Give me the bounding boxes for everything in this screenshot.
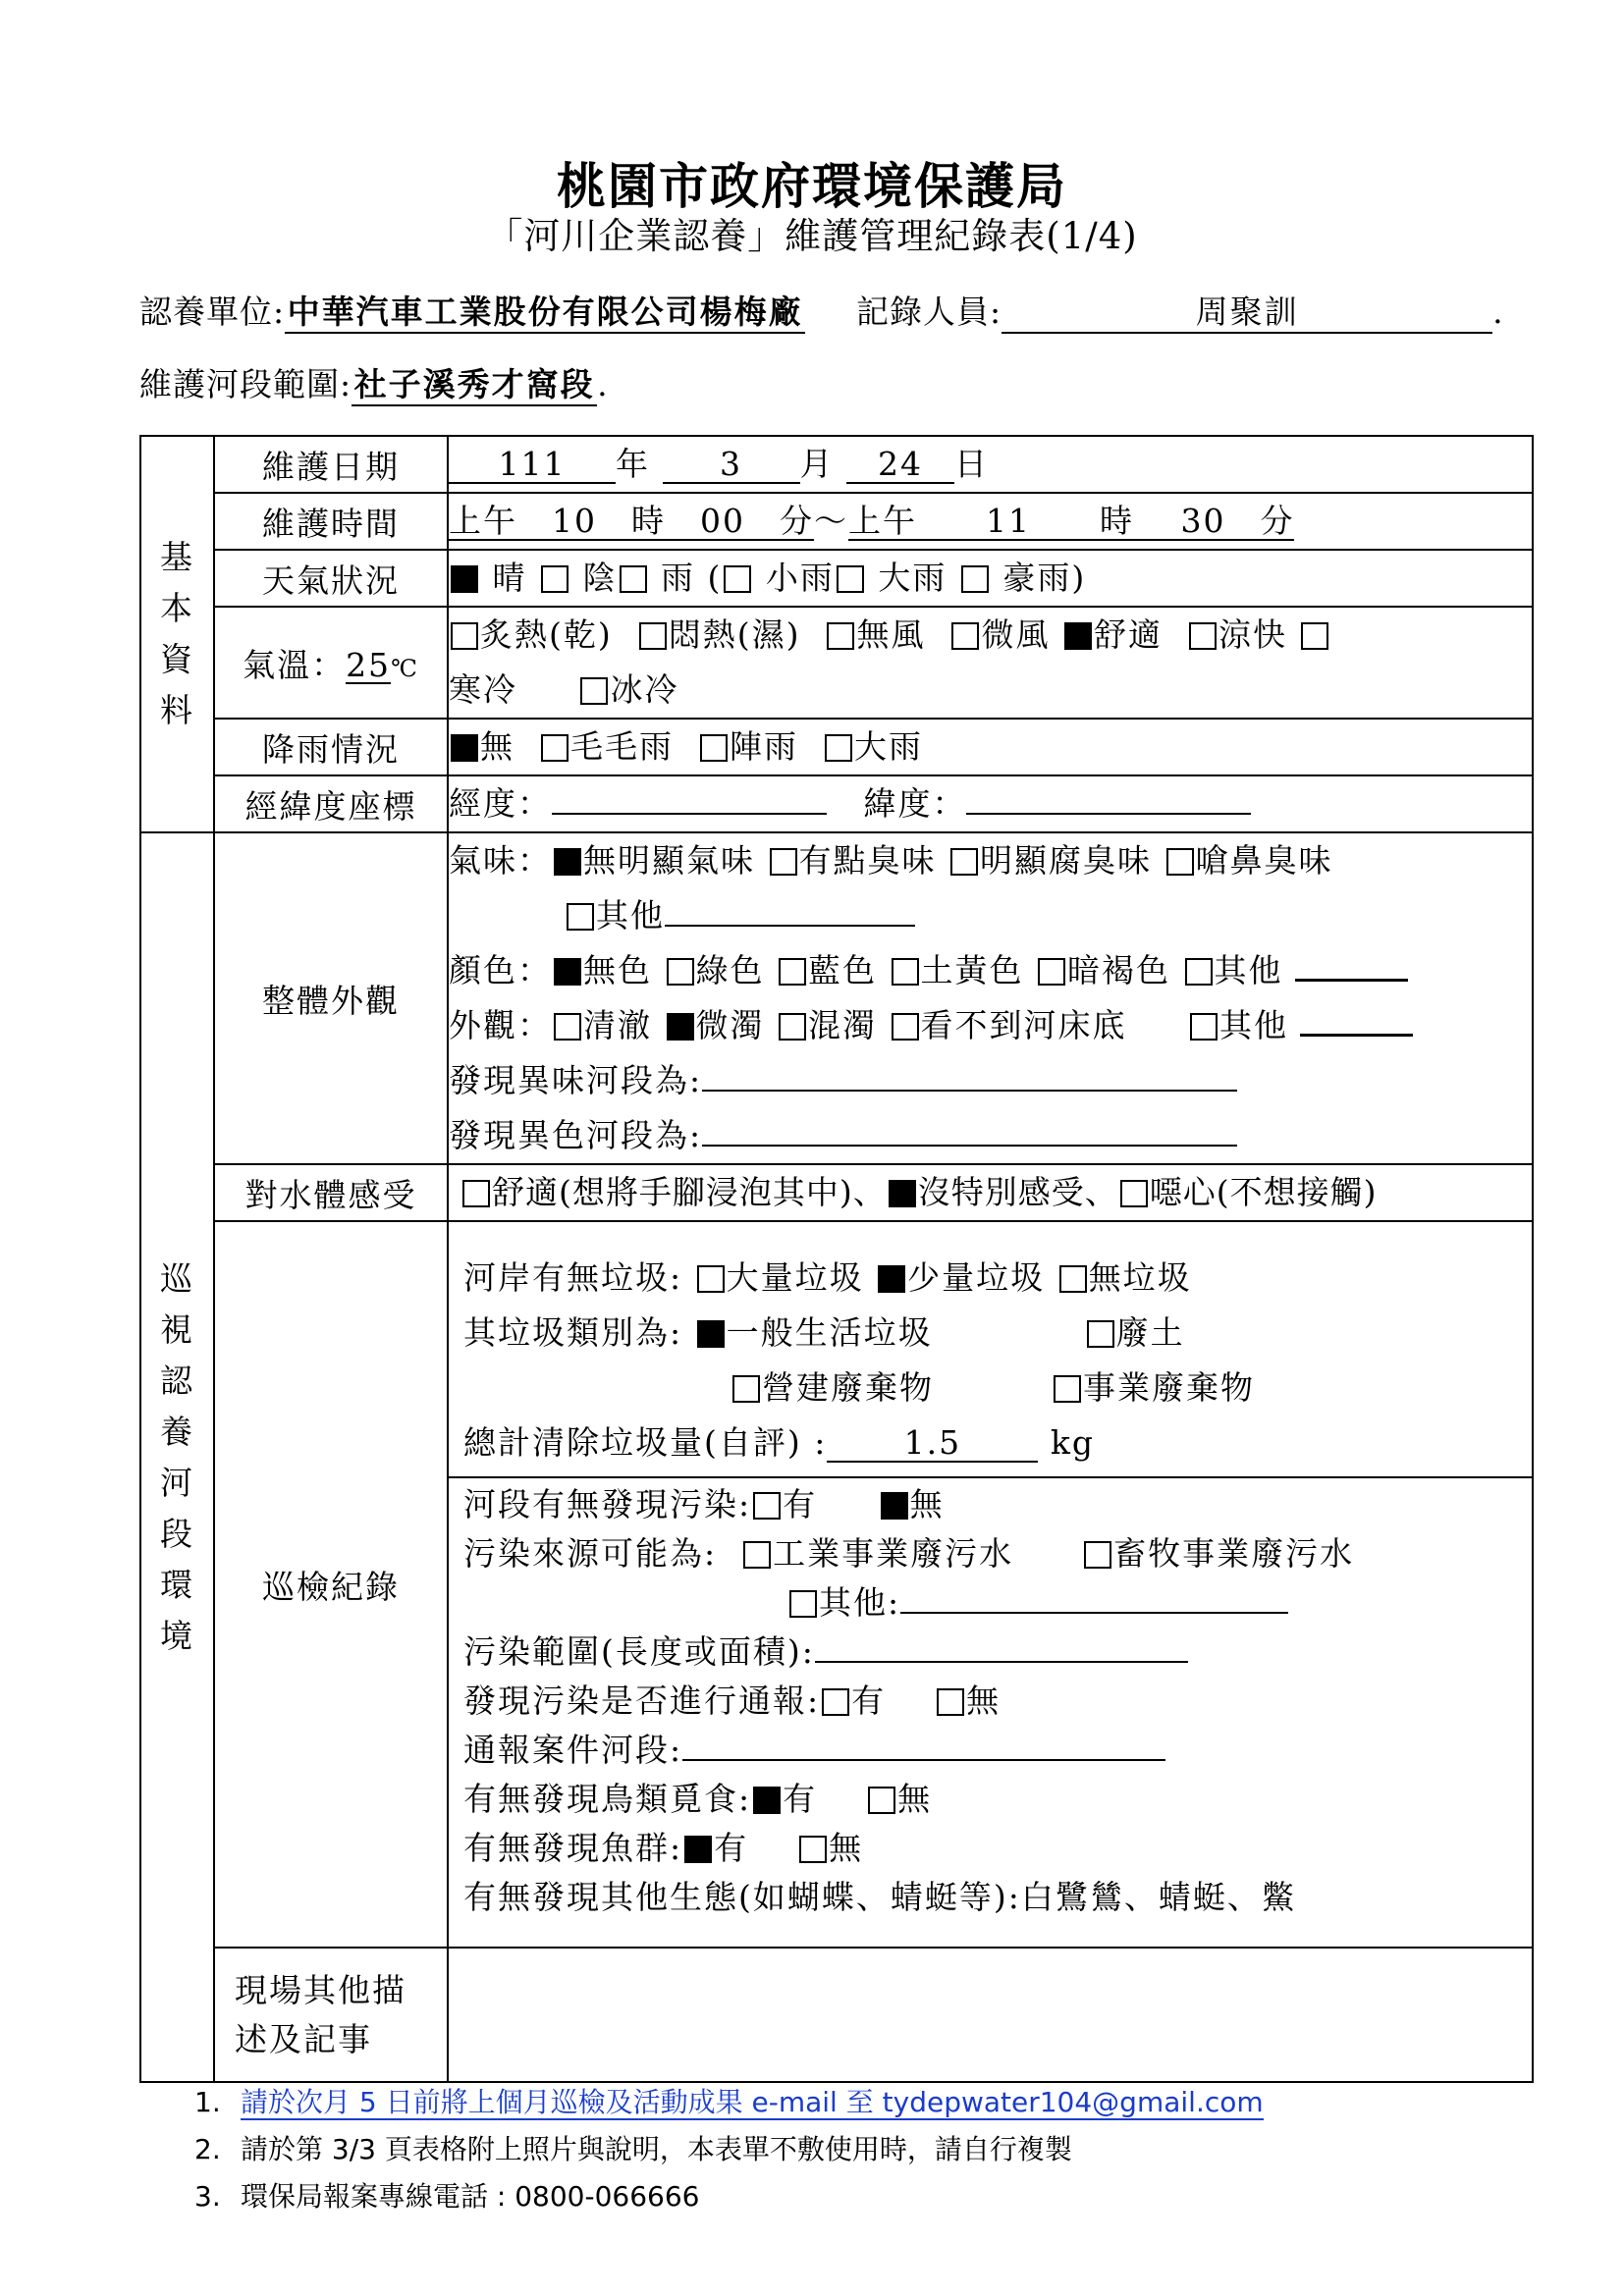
temp-freezing-checkbox[interactable] — [580, 677, 608, 705]
remarks-field[interactable] — [448, 1948, 1533, 2082]
look-other-checkbox[interactable] — [1190, 1013, 1218, 1041]
water-feeling-row: 舒適(想將手腳浸泡其中)、 沒特別感受、 噁心(不想接觸) — [448, 1164, 1533, 1221]
weather-heavy-rain-checkbox[interactable] — [837, 565, 864, 593]
recorder-label: 記錄人員: — [856, 293, 1002, 331]
color-other-checkbox[interactable] — [1185, 958, 1213, 986]
note-1: 1. 請於次月 5 日前將上個月巡檢及活動成果 e-mail 至 tydepwater104@gmail.com — [194, 2086, 1264, 2118]
river-section-range — [139, 359, 609, 406]
date-month: 3 — [663, 447, 800, 484]
look-turbid-checkbox[interactable] — [779, 1013, 806, 1041]
rainfall-label: 降雨情況 — [214, 719, 448, 775]
source-industrial-checkbox[interactable] — [743, 1541, 771, 1569]
temperature-row: 炙熱(乾) 悶熱(濕) 無風 微風 舒適 涼快 寒冷 冰冷 — [448, 607, 1533, 719]
garbage-none-checkbox[interactable] — [1059, 1265, 1087, 1293]
form-title: 桃園市政府環境保護局 — [557, 157, 1067, 215]
color-section-field[interactable] — [702, 1145, 1237, 1147]
color-none-checkbox[interactable] — [554, 958, 581, 986]
temperature-label-cell: 氣溫：25℃ — [214, 607, 448, 719]
adopting-unit-value: 中華汽車工業股份有限公司楊梅廠 — [285, 293, 805, 334]
inspection-content — [448, 1221, 1533, 1948]
odor-other-field[interactable] — [665, 925, 915, 927]
appearance-content: 氣味： 無明顯氣味 有點臭味 明顯腐臭味 嗆鼻臭味 其他 顏色： 無色 綠色 藍色 土黃色 暗褐色 其他 外觀： 清澈 微濁 混濁 看不到河床底 其他 發現異味河段為: 發現異色河段為: — [448, 832, 1533, 1164]
color-blue-checkbox[interactable] — [779, 958, 806, 986]
river-section-end: . — [597, 365, 609, 403]
adopting-unit-label: 認養單位: — [139, 293, 286, 331]
weather-label: 天氣狀況 — [214, 550, 448, 607]
appearance-label: 整體外觀 — [214, 832, 448, 1164]
temp-no-wind-checkbox[interactable] — [827, 622, 854, 650]
source-livestock-checkbox[interactable] — [1084, 1541, 1111, 1569]
note-2: 2. 請於第 3/3 頁表格附上照片與說明，本表單不敷使用時，請自行複製 — [194, 2133, 1072, 2165]
temperature-value: 25 — [346, 645, 392, 684]
water-feeling-label: 對水體感受 — [214, 1164, 448, 1221]
form-subtitle: 「河川企業認養」維護管理紀錄表(1/4) — [486, 215, 1138, 257]
note-email-link[interactable]: 請於次月 5 日前將上個月巡檢及活動成果 e-mail 至 tydepwater104@gmail.com — [241, 2086, 1264, 2118]
garbage-household-checkbox[interactable] — [697, 1320, 725, 1348]
garbage-construction-checkbox[interactable] — [732, 1375, 760, 1403]
report-section-field[interactable] — [682, 1759, 1165, 1761]
river-section-label: 維護河段範圍: — [139, 365, 352, 403]
look-other-field[interactable] — [1300, 1034, 1413, 1037]
garbage-lots-checkbox[interactable] — [697, 1265, 725, 1293]
remarks-label: 現場其他描述及記事 — [214, 1948, 448, 2082]
date-day: 24 — [846, 447, 954, 484]
look-clear-checkbox[interactable] — [554, 1013, 581, 1041]
temp-hot-dry-checkbox[interactable] — [451, 622, 478, 650]
temp-comfortable-checkbox[interactable] — [1064, 622, 1092, 650]
odor-other-checkbox[interactable] — [567, 903, 594, 931]
weather-light-rain-checkbox[interactable] — [724, 565, 751, 593]
garbage-block: 河岸有無垃圾: 大量垃圾 少量垃圾 無垃圾 其垃圾類別為: 一般生活垃圾 廢土 營建廢棄物 事業廢棄物 總計清除垃圾量(自評) : 1.5 kg — [449, 1247, 1532, 1478]
fish-no-checkbox[interactable] — [799, 1836, 827, 1863]
section-patrol: 巡視認養河段環境 — [140, 832, 214, 2082]
rain-heavy-checkbox[interactable] — [825, 734, 852, 762]
time-label: 維護時間 — [214, 493, 448, 550]
garbage-total-value: 1.5 — [827, 1425, 1038, 1463]
color-brown-checkbox[interactable] — [1038, 958, 1065, 986]
recorder-end: . — [1492, 293, 1504, 331]
footnotes — [194, 2079, 1264, 2220]
date-year: 111 — [449, 447, 616, 484]
look-nobed-checkbox[interactable] — [892, 1013, 919, 1041]
odor-rotten-checkbox[interactable] — [950, 848, 978, 876]
odor-section-field[interactable] — [702, 1090, 1237, 1092]
pollution-no-checkbox[interactable] — [881, 1492, 908, 1520]
adopting-unit — [139, 287, 805, 334]
section-basic-info: 基本資料 — [140, 436, 214, 832]
date-row: 111 年 3 月 24 日 — [448, 436, 1533, 493]
color-other-field[interactable] — [1295, 979, 1408, 982]
inspection-label: 巡檢紀錄 — [214, 1221, 448, 1948]
coords-label: 經緯度座標 — [214, 775, 448, 832]
pollution-range-field[interactable] — [815, 1661, 1188, 1663]
report-no-checkbox[interactable] — [937, 1688, 964, 1716]
garbage-soil-checkbox[interactable] — [1087, 1320, 1114, 1348]
temp-humid-checkbox[interactable] — [639, 622, 667, 650]
temp-cool-checkbox[interactable] — [1189, 622, 1217, 650]
feeling-comfortable-checkbox[interactable] — [462, 1180, 490, 1207]
look-slight-checkbox[interactable] — [667, 1013, 694, 1041]
record-table — [139, 435, 1534, 2083]
time-end: 上午 11 時 30 分 — [847, 502, 1295, 540]
garbage-industrial-checkbox[interactable] — [1054, 1375, 1081, 1403]
eco-value: 白鷺鷥、蜻蜓、鱉 — [1020, 1878, 1296, 1916]
weather-rain-checkbox[interactable] — [620, 565, 647, 593]
rain-none-checkbox[interactable] — [451, 734, 478, 762]
rainfall-row: 無 毛毛雨 陣雨 大雨 — [448, 719, 1533, 775]
note-3: 3. 環保局報案專線電話 : 0800-066666 — [194, 2180, 700, 2213]
coords-row: 經度： 緯度： — [448, 775, 1533, 832]
feeling-nothing-checkbox[interactable] — [889, 1180, 916, 1207]
recorder-value: 周聚訓 — [1001, 293, 1492, 334]
date-label: 維護日期 — [214, 436, 448, 493]
river-section-value: 社子溪秀才窩段 — [352, 365, 597, 406]
time-row: 上午 10 時 00 分～上午 11 時 30 分 — [448, 493, 1533, 550]
birds-yes-checkbox[interactable] — [753, 1787, 781, 1814]
pollution-block: 河段有無發現污染: 有 無 污染來源可能為: 工業事業廢污水 畜牧事業廢污水 其他: 污染範圍(長度或面積): 發現污染是否進行通報: 有 無 通報案件河段: 有無發現鳥類覓食: 有 無 有無發現魚群: 有 無 有無發現其他生態(如蝴蝶、蜻蜓等):白鷺鷥、蜻蜓、鱉 — [463, 1485, 1355, 1916]
latitude-field[interactable] — [966, 813, 1251, 815]
color-green-checkbox[interactable] — [667, 958, 694, 986]
temp-breeze-checkbox[interactable] — [951, 622, 979, 650]
recorder — [856, 287, 1504, 334]
weather-row: 晴 陰 雨 ( 小雨 大雨 豪雨) — [448, 550, 1533, 607]
source-other-field[interactable] — [900, 1612, 1288, 1614]
odor-none-checkbox[interactable] — [554, 848, 581, 876]
weather-torrential-checkbox[interactable] — [961, 565, 989, 593]
birds-no-checkbox[interactable] — [868, 1787, 895, 1814]
weather-sunny-checkbox[interactable] — [451, 565, 478, 593]
color-yellow-checkbox[interactable] — [892, 958, 919, 986]
garbage-few-checkbox[interactable] — [878, 1265, 905, 1293]
fish-yes-checkbox[interactable] — [684, 1836, 712, 1863]
temp-cold-checkbox[interactable] — [1301, 622, 1328, 650]
report-yes-checkbox[interactable] — [822, 1688, 849, 1716]
source-other-checkbox[interactable] — [789, 1590, 817, 1618]
rain-shower-checkbox[interactable] — [700, 734, 728, 762]
odor-slight-checkbox[interactable] — [770, 848, 797, 876]
pollution-yes-checkbox[interactable] — [753, 1492, 781, 1520]
rain-drizzle-checkbox[interactable] — [541, 734, 568, 762]
weather-cloudy-checkbox[interactable] — [541, 565, 568, 593]
odor-pungent-checkbox[interactable] — [1166, 848, 1194, 876]
time-start: 上午 10 時 00 分 — [449, 502, 814, 540]
longitude-field[interactable] — [552, 813, 827, 815]
feeling-disgust-checkbox[interactable] — [1120, 1180, 1148, 1207]
